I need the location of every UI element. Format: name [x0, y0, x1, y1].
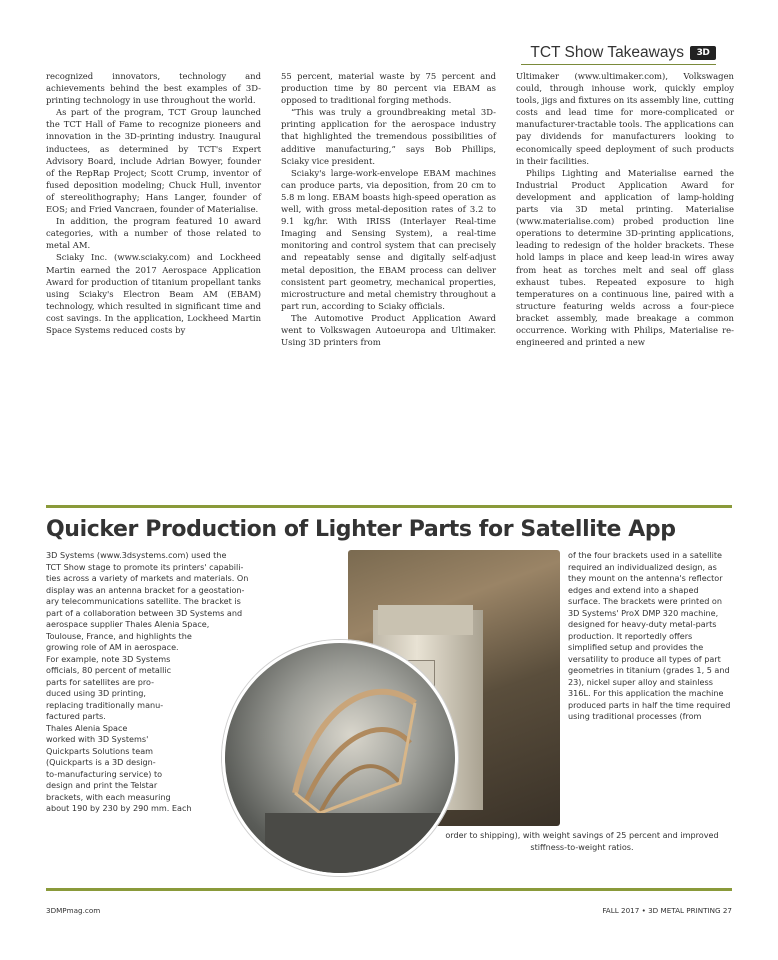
- paragraph: Ultimaker (www.ultimaker.com), Volkswagen could, through inhouse work, quickly employ tools, jigs and fixtures on its assembly line, cutting costs and lead time for more-complicated or manufacturer-tractable tools. The applications can pay dividends for manufacturers looking to economically speed deployment of such products in their facilities.: [516, 71, 734, 166]
- text-line: 3D Systems (www.3dsystems.com) used the: [46, 550, 227, 560]
- article-text-bottom: order to shipping), with weight savings of 25 percent and improved stiffness-to-weight ratios.: [445, 830, 719, 852]
- text-column-2: [281, 70, 496, 348]
- section-title: TCT Show Takeaways: [530, 44, 684, 61]
- paragraph: “This was truly a groundbreaking metal 3D-printing application for the aerospace industry that highlighted the tremendous possibilities of additive manufacturing,” says Bob Phillips, Sciaky vice president.: [281, 107, 496, 166]
- text-line: Toulouse, France, and highlights the: [46, 630, 192, 641]
- text-line: display was an antenna bracket for a geostation-: [46, 584, 245, 595]
- paragraph: In addition, the program featured 10 award categories, with a number of those related to metal AM.: [46, 216, 261, 251]
- text-line: Thales Alenia Space: [46, 722, 128, 733]
- paragraph: Sciaky Inc. (www.sciaky.com) and Lockheed Martin earned the 2017 Aerospace Application Award for production of titanium propellant tanks using Sciaky's Electron Beam AM (EBAM) technology, which resulted in significant time and cost savings. In the application, Lockheed Martin Space Systems reduced costs by: [46, 252, 261, 335]
- paragraph: Philips Lighting and Materialise earned the Industrial Product Application Award for development and application of lamp-holding parts via 3D metal printing. Materialise (www.materialise.com) probed production line operations to determine 3D-printing applications, leading to redesign of the holder brackets. These hold lamps in place and keep lead-in wires away from heat as torches melt and seal off glass exhaust tubes. Repeated exposure to high temperatures on a continuous line, paired with a structure featuring welds across a four-piece bracket assembly, made breakage a common occurrence. Working with Philips, Materialise re-engineered and printed a new: [516, 167, 734, 348]
- paragraph: The Automotive Product Application Award went to Volkswagen Autoeuropa and Ultimaker. Using 3D printers from: [281, 312, 496, 348]
- footer-website: 3DMPmag.com: [46, 906, 101, 915]
- text-line: part of a collaboration between 3D Systems and: [46, 607, 243, 618]
- section-divider: [46, 505, 732, 508]
- text-line: ary telecommunications satellite. The bracket is: [46, 596, 241, 606]
- text-column-1: [46, 70, 261, 336]
- footer-issue-page: FALL 2017 • 3D METAL PRINTING 27: [602, 906, 732, 915]
- text-column-3: [516, 70, 734, 348]
- page-header: [521, 42, 716, 65]
- text-line: officials, 80 percent of metallic: [46, 665, 172, 675]
- paragraph: As part of the program, TCT Group launched the TCT Hall of Fame to recognize pioneers and innovation in the 3D-printing industry. Inaugural inductees, as determined by TCT's Expert Advisory Board, include Adrian Bowyer, founder of the RepRap Project; Scott Crump, inventor of fused deposition modeling; Chuck Hull, inventor of stereolithography; Hans Langer, founder of EOS; and Fried Vancraen, founder of Materialise.: [46, 107, 261, 215]
- text-line: parts for satellites are pro-: [46, 676, 155, 687]
- bracket-photo: [222, 640, 458, 876]
- machine-top: [378, 605, 473, 635]
- text-line: For example, note 3D Systems: [46, 653, 171, 664]
- paragraph: Sciaky's large-work-envelope EBAM machines can produce parts, via deposition, from 20 cm to 5.8 m long. EBAM boasts high-speed operation as well, with gross metal-deposition rates of 3.2 to 9.1 kg/hr. With IRISS (Interlayer Real-time Imaging and Sensing System), a real-time monitoring and control system that can precisely and repeatably sense and digitally self-adjust metal deposition, the EBAM process can deliver consistent part geometry, mechanical properties, microstructure and metal chemistry throughout a part run, according to Sciaky officials.: [281, 167, 496, 311]
- text-line: duced using 3D printing,: [46, 688, 146, 698]
- paragraph: 55 percent, material waste by 75 percent and production time by 80 percent via EBAM as opposed to traditional forging methods.: [281, 71, 496, 106]
- footer-divider: [46, 888, 732, 891]
- text-line: Quickparts Solutions team: [46, 745, 154, 756]
- bracket-illustration: [225, 643, 455, 873]
- text-line: (Quickparts is a 3D design-: [46, 757, 156, 767]
- text-line: growing role of AM in aerospace.: [46, 642, 179, 652]
- text-line: aerospace supplier Thales Alenia Space,: [46, 619, 210, 629]
- text-line: to-manufacturing service) to: [46, 768, 163, 779]
- article-text-right: of the four brackets used in a satellite required an individualized design, as they mount on the antenna's reflector edges and extend into a shaped surface. The brackets were printed on 3D Systems' ProX DMP 320 machine, designed for heavy-duty metal-parts production. It reportedly offers simplified setup and provides the versatility to produce all types of part geometries in titanium (grades 1, 5 and 23), nickel super alloy and stainless 316L. For this application the machine produced parts in half the time required using traditional processes (from: [568, 550, 731, 721]
- text-line: design and print the Telstar: [46, 780, 158, 790]
- article-headline: Quicker Production of Lighter Parts for Satellite App: [46, 517, 676, 542]
- text-line: replacing traditionally manu-: [46, 699, 164, 710]
- text-line: TCT Show stage to promote its printers' capabili-: [46, 561, 244, 572]
- page-footer: [46, 906, 732, 915]
- text-line: factured parts.: [46, 711, 106, 721]
- paragraph: recognized innovators, technology and achievements behind the best examples of 3D-printing technology in use throughout the world.: [46, 71, 261, 106]
- text-line: brackets, with each measuring: [46, 791, 171, 802]
- text-line: about 190 by 230 by 290 mm. Each: [46, 803, 192, 813]
- text-line: worked with 3D Systems': [46, 734, 149, 744]
- 3d-logo-icon: 3D: [690, 46, 716, 60]
- text-line: ties across a variety of markets and materials. On: [46, 573, 249, 583]
